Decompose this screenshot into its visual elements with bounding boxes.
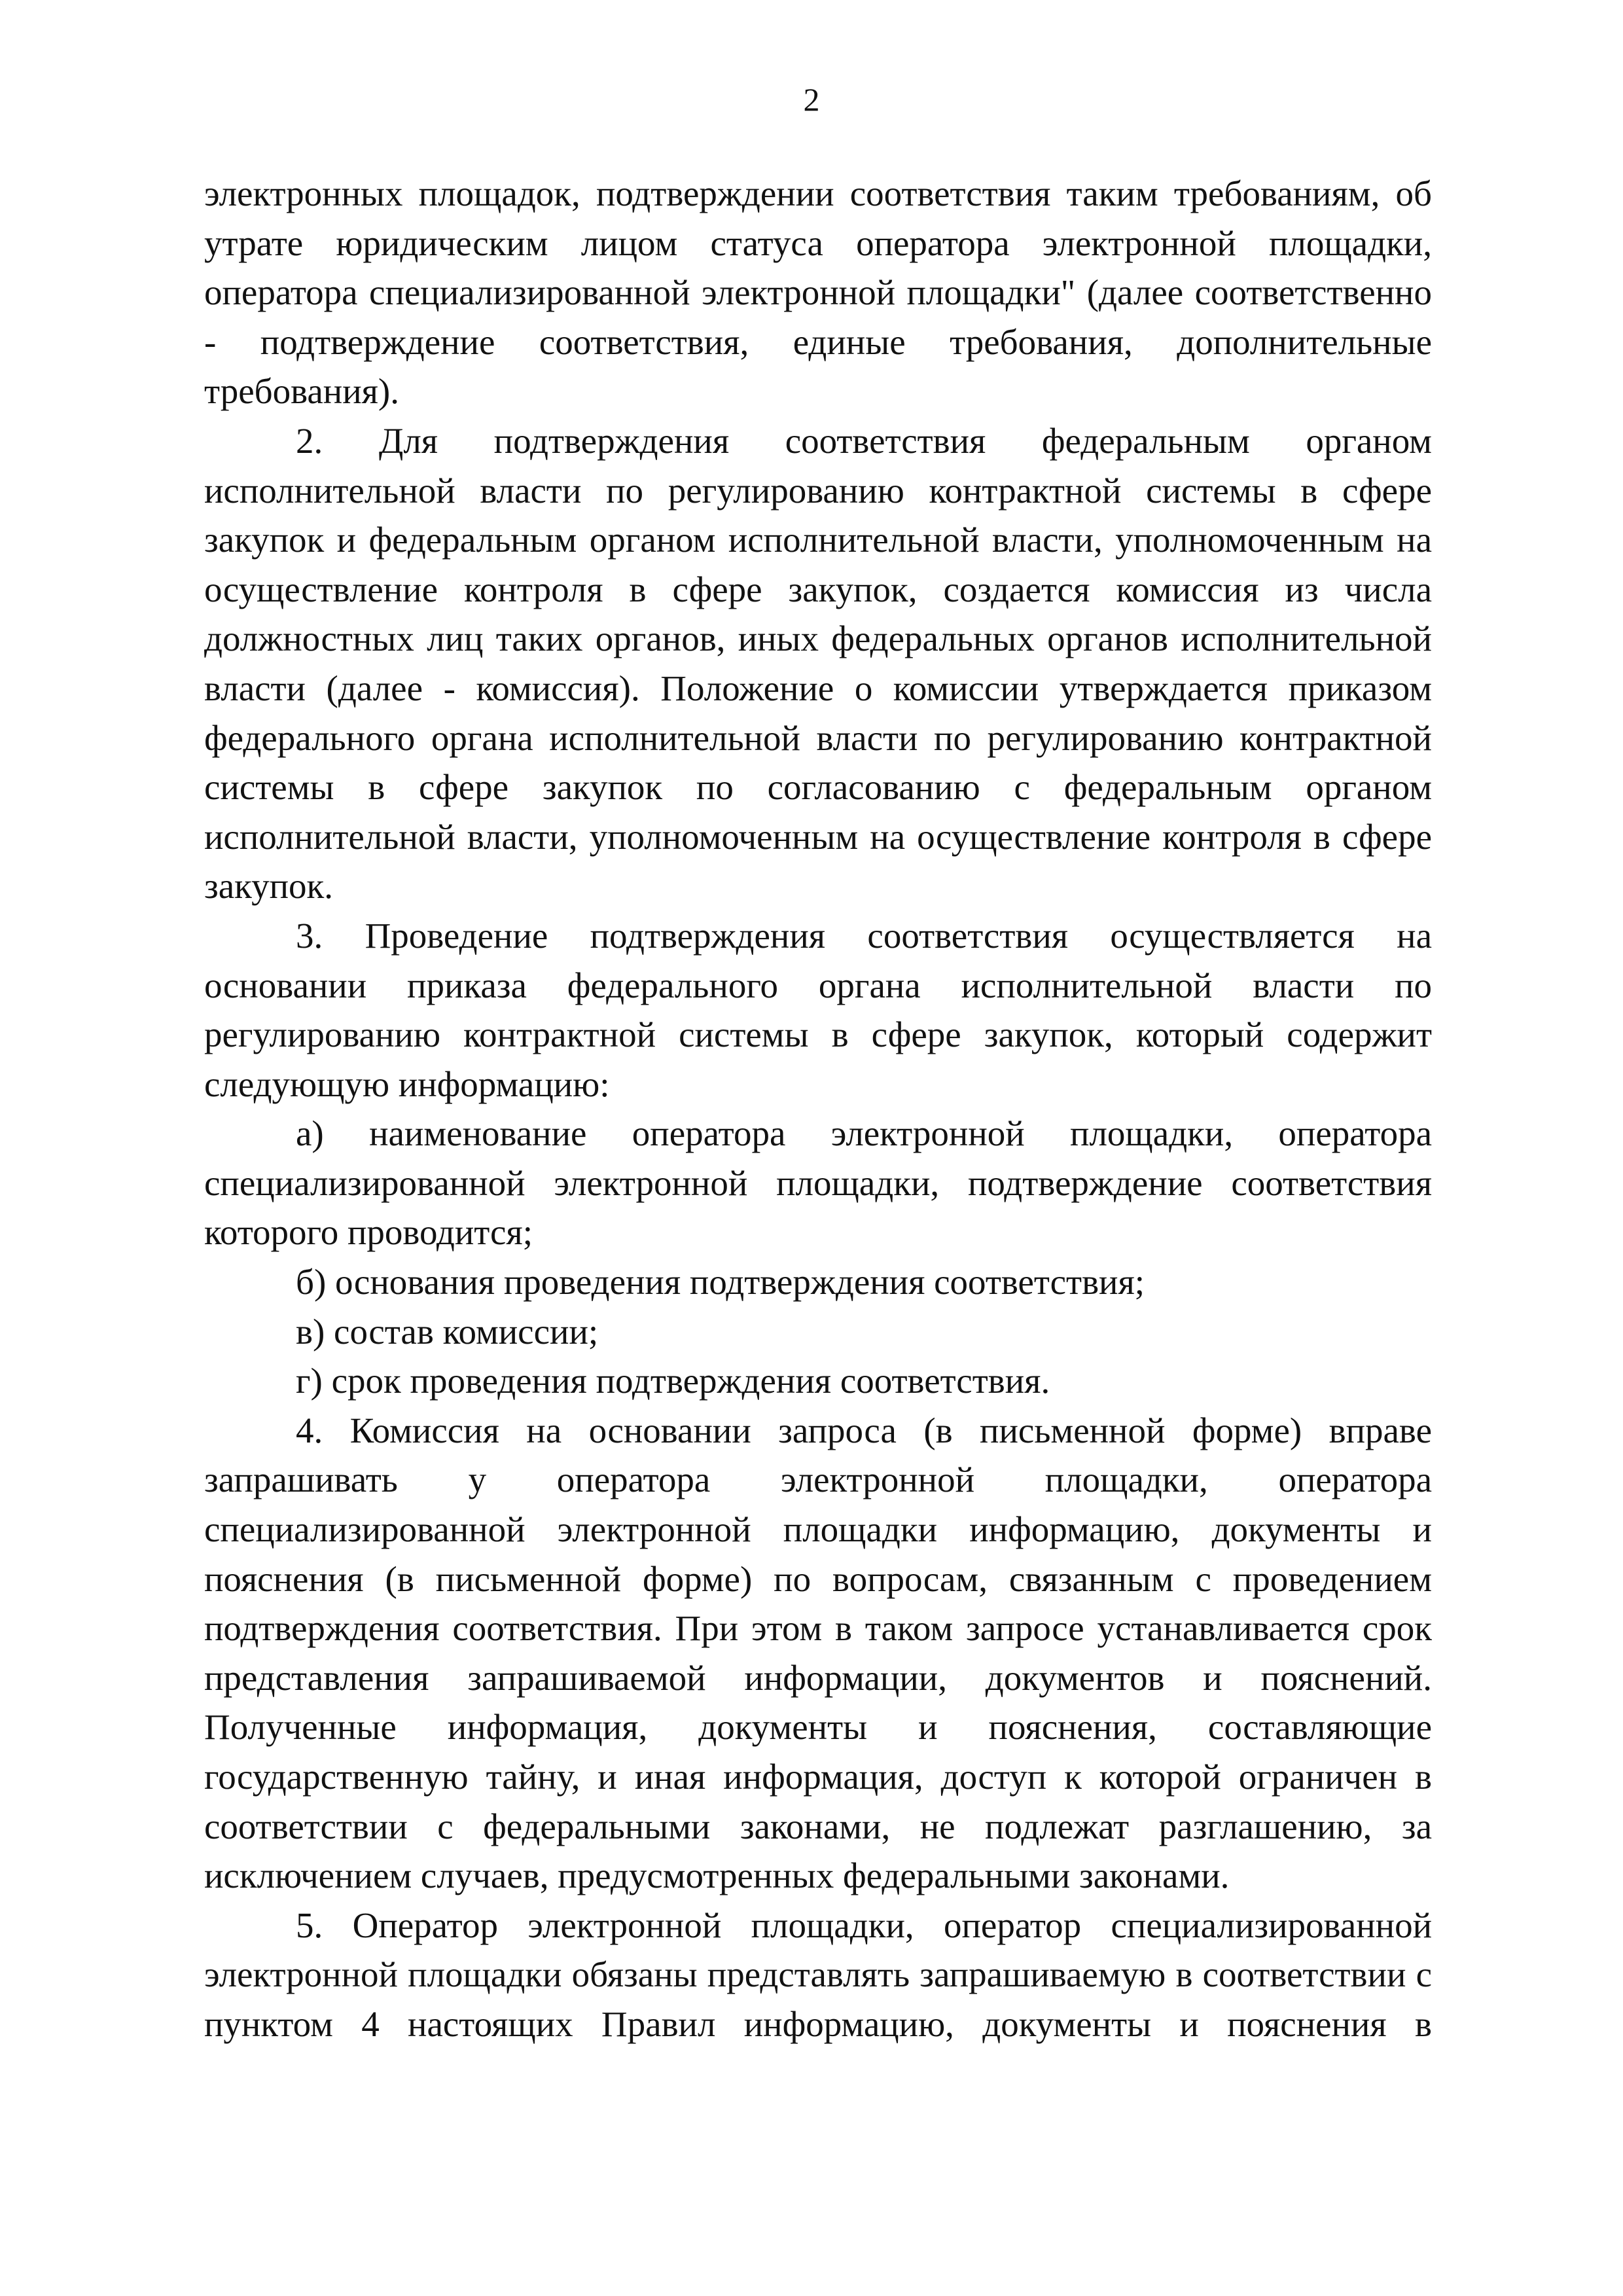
paragraph-item-2: 2. Для подтверждения соответствия федеральным органом исполнительной власти по регулированию контрактной системы в сфере закупок и федеральным органом исполнительной власти, уполномоченным на осуществление контроля в сфере закупок, создается комиссия из числа должностных лиц таких органов, иных федеральных органов исполнительной власти (далее - комиссия). Положение о комиссии утверждается приказом федерального органа исполнительной власти по регулированию контрактной системы в сфере закупок по согласованию с федеральным органом исполнительной власти, уполномоченным на осуществление контроля в сфере закупок. — [204, 420, 1432, 906]
document-body — [204, 169, 1432, 2049]
subitem-g: г) срок проведения подтверждения соответствия. — [296, 1361, 1050, 1401]
subitem-b: б) основания проведения подтверждения соответствия; — [296, 1262, 1145, 1302]
paragraph-item-4: 4. Комиссия на основании запроса (в письменной форме) вправе запрашивать у оператора электронной площадки, оператора специализированной электронной площадки информацию, документы и пояснения (в письменной форме) по вопросам, связанным с проведением подтверждения соответствия. При этом в таком запросе устанавливается срок представления запрашиваемой информации, документов и пояснений. Полученные информация, документы и пояснения, составляющие государственную тайну, и иная информация, доступ к которой ограничен в соответствии с федеральными законами, не подлежат разглашению, за исключением случаев, предусмотренных федеральными законами. — [204, 1410, 1432, 1896]
paragraph-item-3: 3. Проведение подтверждения соответствия осуществляется на основании приказа федерального органа исполнительной власти по регулированию контрактной системы в сфере закупок, который содержит следующую информацию: — [204, 915, 1432, 1104]
subitem-a: а) наименование оператора электронной площадки, оператора специализированной электронной площадки, подтверждение соответствия которого проводится; — [204, 1113, 1432, 1253]
page-number: 2 — [803, 81, 820, 118]
paragraph-item-5: 5. Оператор электронной площадки, оператор специализированной электронной площадки обязаны представлять запрашиваемую в соответствии с пунктом 4 настоящих Правил информацию, документы и пояснения в — [204, 1905, 1432, 2044]
paragraph-continuation: электронных площадок, подтверждении соответствия таким требованиям, об утрате юридическим лицом статуса оператора электронной площадки, оператора специализированной электронной площадки" (далее соответственно - подтверждение соответствия, единые требования, дополнительные требования). — [204, 173, 1432, 412]
subitem-v: в) состав комиссии; — [296, 1311, 599, 1352]
